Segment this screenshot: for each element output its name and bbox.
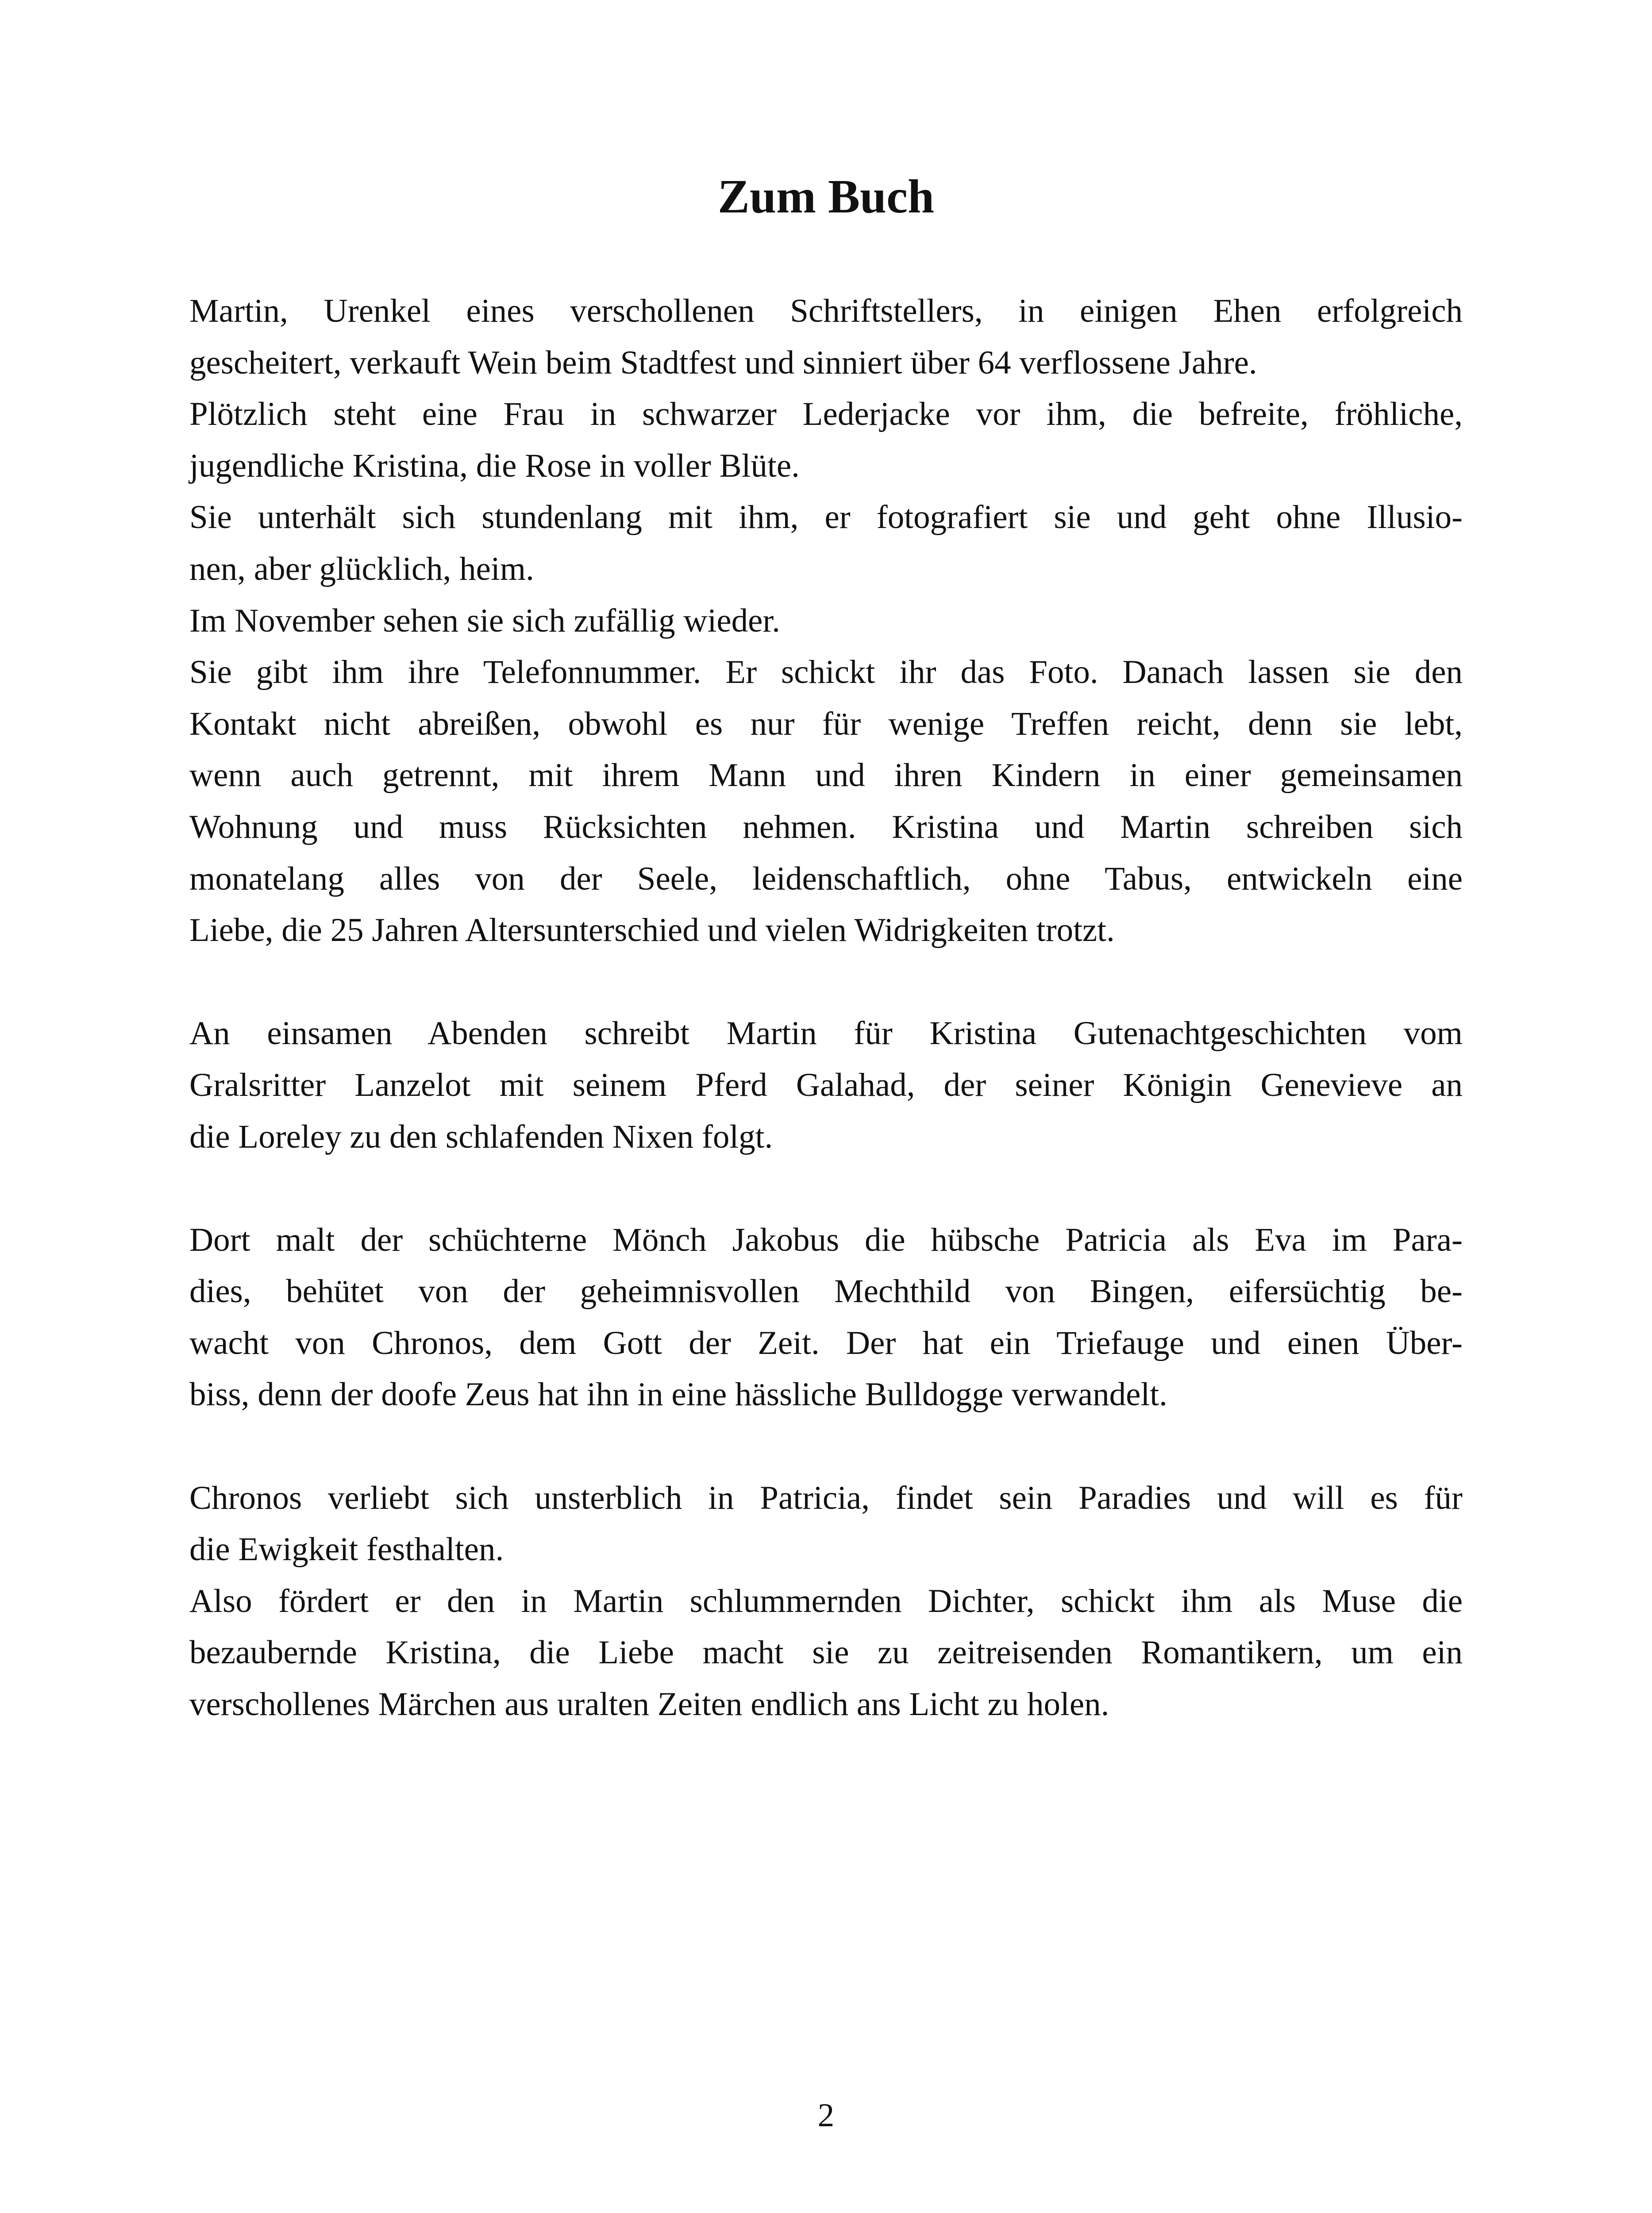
text-line: Liebe, die 25 Jahren Altersunterschied und vielen Widrigkeiten trotzt. xyxy=(189,912,1115,949)
text-line: Wohnung und muss Rücksichten nehmen. Kristina und Martin schreiben sich xyxy=(189,808,1463,845)
text-line: die Ewigkeit festhalten. xyxy=(189,1531,504,1568)
text-line: Chronos verliebt sich unsterblich in Patricia, findet sein Paradies und will es für xyxy=(189,1479,1463,1516)
text-line: bezaubernde Kristina, die Liebe macht sie zu zeitreisenden Romantikern, um ein xyxy=(189,1634,1463,1671)
text-line: wacht von Chronos, dem Gott der Zeit. Der hat ein Triefauge und einen Über- xyxy=(189,1324,1463,1361)
text-line: nen, aber glücklich, heim. xyxy=(189,550,534,587)
text-line: Kontakt nicht abreißen, obwohl es nur für wenige Treffen reicht, denn sie lebt, xyxy=(189,705,1463,742)
paragraph-gap xyxy=(189,956,1463,1008)
text-line: wenn auch getrennt, mit ihrem Mann und ihren Kindern in einer gemeinsamen xyxy=(189,757,1463,794)
text-line: dies, behütet von der geheimnisvollen Mechthild von Bingen, eifersüchtig be- xyxy=(189,1273,1463,1310)
text-line: die Loreley zu den schlafenden Nixen folgt. xyxy=(189,1118,773,1155)
body-text xyxy=(189,285,1463,1731)
text-line: Sie gibt ihm ihre Telefonnummer. Er schickt ihr das Foto. Danach lassen sie den xyxy=(189,654,1463,691)
text-line: verschollenes Märchen aus uralten Zeiten endlich ans Licht zu holen. xyxy=(189,1686,1109,1723)
text-line: Dort malt der schüchterne Mönch Jakobus die hübsche Patricia als Eva im Para- xyxy=(189,1221,1463,1258)
text-line: Im November sehen sie sich zufällig wieder. xyxy=(189,602,780,639)
text-line: gescheitert, verkauft Wein beim Stadtfest und sinniert über 64 verflossene Jahre. xyxy=(189,344,1257,381)
page-number: 2 xyxy=(817,2097,835,2134)
text-line: jugendliche Kristina, die Rose in voller Blüte. xyxy=(189,447,800,484)
text-line: An einsamen Abenden schreibt Martin für Kristina Gutenachtgeschichten vom xyxy=(189,1015,1463,1052)
text-line: Plötzlich steht eine Frau in schwarzer Lederjacke vor ihm, die befreite, fröhliche, xyxy=(189,396,1463,433)
text-line: biss, denn der doofe Zeus hat ihn in eine hässliche Bulldogge verwandelt. xyxy=(189,1376,1167,1413)
text-line: Sie unterhält sich stundenlang mit ihm, er fotografiert sie und geht ohne Illusio- xyxy=(189,499,1463,536)
text-line: monatelang alles von der Seele, leidenschaftlich, ohne Tabus, entwickeln eine xyxy=(189,860,1463,897)
paragraph-gap xyxy=(189,1421,1463,1473)
text-line: Martin, Urenkel eines verschollenen Schriftstellers, in einigen Ehen erfolgreich xyxy=(189,293,1463,329)
text-line: Also fördert er den in Martin schlummernden Dichter, schickt ihm als Muse die xyxy=(189,1582,1463,1619)
paragraph-gap xyxy=(189,1163,1463,1214)
page-title: Zum Buch xyxy=(717,170,935,223)
text-line: Gralsritter Lanzelot mit seinem Pferd Galahad, der seiner Königin Genevieve an xyxy=(189,1066,1463,1103)
